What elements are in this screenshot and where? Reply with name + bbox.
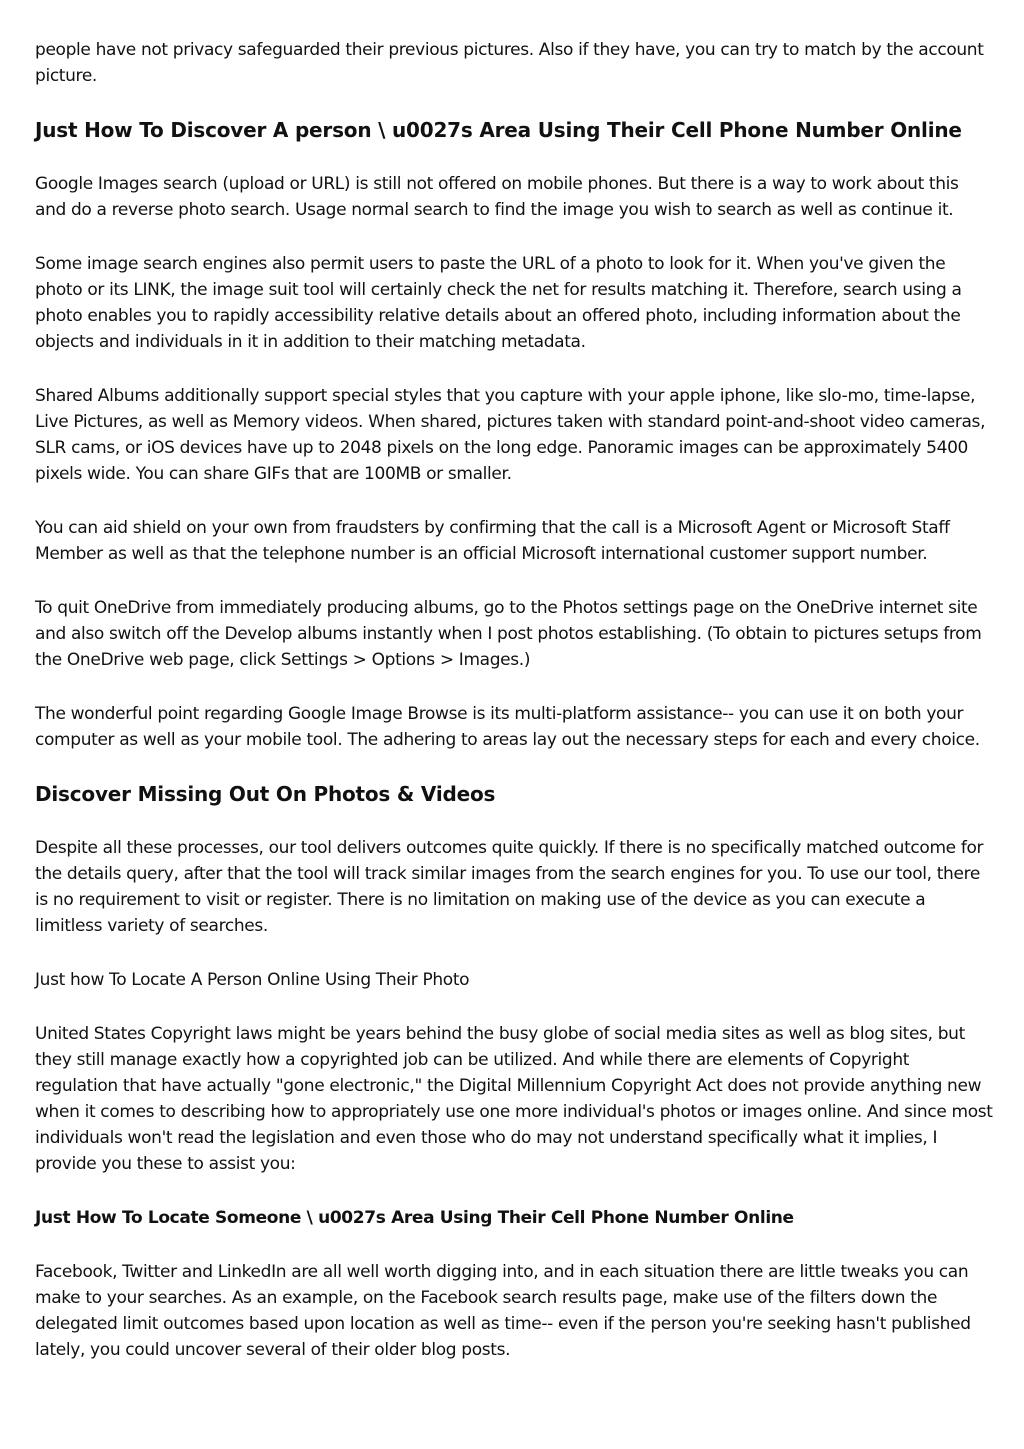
paragraph-fraudsters: You can aid shield on your own from fraudsters by confirming that the call is a Microsoft Agent or Microsoft Staff Member as well as that the telephone number is an official Microsoft international customer support number. (35, 518, 950, 564)
document-body (35, 37, 993, 1391)
paragraph-google-images: Google Images search (upload or URL) is still not offered on mobile phones. But there is a way to work about this and do a reverse photo search. Usage normal search to find the image you wish to search as well as continue it. (35, 174, 959, 220)
paragraph-multi-platform: The wonderful point regarding Google Image Browse is its multi-platform assistance-- you can use it on both your computer as well as your mobile tool. The adhering to areas lay out the necessary steps for each and every choice. (35, 704, 980, 750)
paragraph-image-search-engines: Some image search engines also permit users to paste the URL of a photo to look for it. When you've given the photo or its LINK, the image suit tool will certainly check the net for results matching it. Therefore, search using a photo enables you to rapidly accessibility relative details about an offered photo, including information about the objects and individuals in it in addition to their matching metadata. (35, 254, 962, 352)
paragraph-locate-person: Just how To Locate A Person Online Using Their Photo (35, 970, 470, 990)
paragraph-privacy: people have not privacy safeguarded their previous pictures. Also if they have, you can try to match by the account picture. (35, 40, 984, 86)
paragraph-onedrive: To quit OneDrive from immediately producing albums, go to the Photos settings page on the OneDrive internet site and also switch off the Develop albums instantly when I post photos establishing. (To obtain to pictures setups from the OneDrive web page, click Settings > Options > Images.) (35, 598, 982, 670)
paragraph-shared-albums: Shared Albums additionally support special styles that you capture with your apple iphone, like slo-mo, time-lapse, Live Pictures, as well as Memory videos. When shared, pictures taken with standard point-and-shoot video cameras, SLR cams, or iOS devices have up to 2048 pixels on the long edge. Panoramic images can be approximately 5400 pixels wide. You can share GIFs that are 100MB or smaller. (35, 386, 986, 484)
paragraph-copyright: United States Copyright laws might be years behind the busy globe of social media sites as well as blog sites, but they still manage exactly how a copyrighted job can be utilized. And while there are elements of Copyright regulation that have actually "gone electronic," the Digital Millennium Copyright Act does not provide anything new when it comes to describing how to appropriately use one more individual's photos or images online. And since most individuals won't read the legislation and even those who do may not understand specifically what it implies, I provide you these to assist you: (35, 1024, 993, 1174)
paragraph-social-search: Facebook, Twitter and LinkedIn are all well worth digging into, and in each situation there are little tweaks you can make to your searches. As an example, on the Facebook search results page, make use of the filters down the delegated limit outcomes based upon location as well as time-- even if the person you're seeking hasn't published lately, you could uncover several of their older blog posts. (35, 1262, 971, 1360)
paragraph-tool-outcomes: Despite all these processes, our tool delivers outcomes quite quickly. If there is no specifically matched outcome for the details query, after that the tool will track similar images from the search engines for you. To use our tool, there is no requirement to visit or register. There is no limitation on making use of the device as you can execute a limitless variety of searches. (35, 838, 984, 936)
heading-discover-area: Just How To Discover A person \ u0027s Area Using Their Cell Phone Number Online (35, 118, 962, 142)
heading-locate-someone: Just How To Locate Someone \ u0027s Area Using Their Cell Phone Number Online (35, 1208, 794, 1228)
heading-missing-photos: Discover Missing Out On Photos & Videos (35, 782, 496, 806)
